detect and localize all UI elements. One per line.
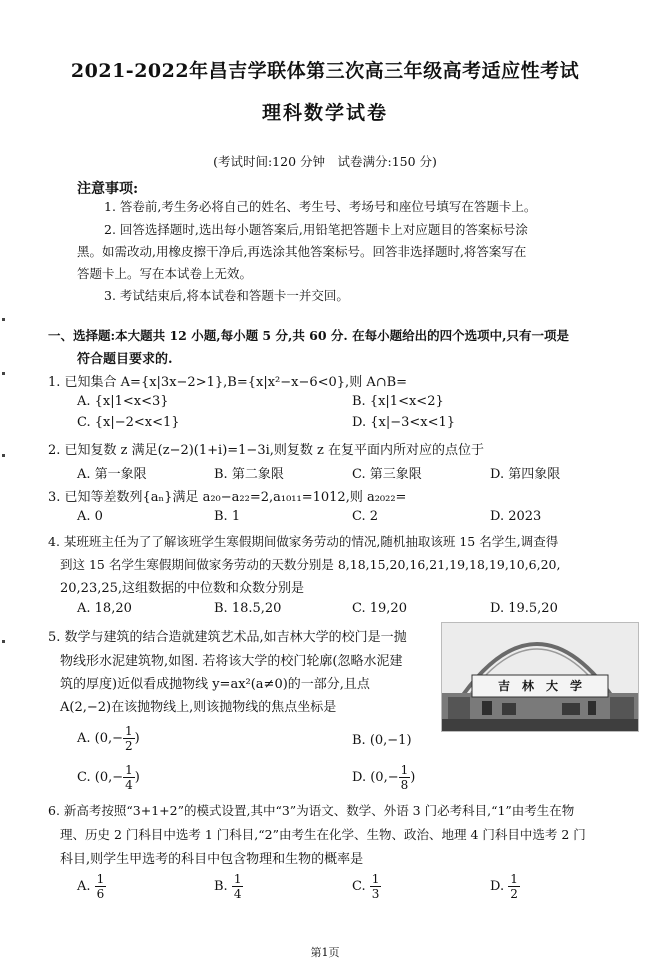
q6-stem-line2: 理、历史 2 门科目中选考 1 门科目,“2”由考生在化学、生物、政治、地理 4 门科目中选考 2 门	[60, 827, 586, 842]
q4-stem-line3: 20,23,25,这组数据的中位数和众数分别是	[60, 581, 305, 596]
q6-option-a	[77, 872, 106, 901]
scan-speck	[2, 640, 5, 643]
q1-option-b: B. {x|1<x<2}	[352, 394, 444, 409]
q5-option-c-suffix: )	[134, 770, 140, 785]
fraction-numerator: 1	[371, 872, 380, 886]
notice-line-3: 黑。如需改动,用橡皮擦干净后,再选涂其他答案标号。回答非选择题时,将答案写在	[77, 244, 527, 259]
q6-option-c-prefix: C.	[352, 879, 370, 894]
q6-option-a-prefix: A.	[77, 879, 95, 894]
fraction-numerator: 1	[125, 763, 133, 777]
q5-option-c	[77, 763, 140, 792]
fraction-numerator: 1	[96, 872, 105, 886]
fraction-numerator: 1	[400, 763, 409, 777]
q1-option-a: A. {x|1<x<3}	[77, 394, 169, 409]
section-heading-line1: 一、选择题:本大题共 12 小题,每小题 5 分,共 60 分. 在每小题给出的四个选项中,只有一项是	[48, 328, 569, 343]
q5-option-c-prefix: C. (0,−	[77, 770, 124, 785]
q2-option-d: D. 第四象限	[490, 467, 561, 482]
notice-line-1: 1. 答卷前,考生务必将自己的姓名、考生号、考场号和座位号填写在答题卡上。	[104, 199, 537, 214]
fraction-denominator: 2	[510, 887, 518, 901]
q2-option-c: C. 第三象限	[352, 467, 422, 482]
notice-line-4: 答题卡上。写在本试卷上无效。	[77, 266, 253, 281]
section-heading-line2: 符合题目要求的.	[77, 352, 173, 367]
exam-title: 2021-2022年昌吉学联体第三次高三年级高考适应性考试	[70, 60, 580, 82]
q6-option-d-prefix: D.	[490, 879, 509, 894]
photo-sign-text: 吉 林 大 学	[497, 679, 582, 693]
fraction-numerator: 1	[510, 872, 518, 886]
q5-option-a	[77, 724, 140, 753]
fraction-denominator: 8	[400, 778, 409, 792]
fraction-denominator: 3	[371, 887, 380, 901]
fraction-denominator: 4	[125, 778, 133, 792]
q6-option-d	[490, 872, 520, 901]
q1-option-d: D. {x|−3<x<1}	[352, 415, 456, 430]
fraction-numerator: 1	[233, 872, 242, 886]
q3-option-d: D. 2023	[490, 509, 542, 524]
q3-stem: 3. 已知等差数列{aₙ}满足 a₂₀−a₂₂=2,a₁₀₁₁=1012,则 a₂₀₂₂=	[48, 490, 407, 505]
q5-option-a-fraction	[123, 724, 135, 753]
fraction-denominator: 2	[125, 739, 133, 753]
q5-stem-line3: 筑的厚度)近似看成抛物线 y=ax²(a≠0)的一部分,且点	[60, 677, 370, 692]
q6-stem-line3: 科目,则学生甲选考的科目中包含物理和生物的概率是	[60, 852, 364, 867]
q1-option-c: C. {x|−2<x<1}	[77, 415, 180, 430]
q4-stem-line1: 4. 某班班主任为了了解该班学生寒假期间做家务劳动的情况,随机抽取该班 15 名学生,调查得	[48, 534, 559, 549]
q5-stem-line1: 5. 数学与建筑的结合造就建筑艺术品,如吉林大学的校门是一抛	[48, 630, 407, 645]
q2-option-b: B. 第二象限	[214, 467, 284, 482]
notice-line-5: 3. 考试结束后,将本试卷和答题卡一并交回。	[104, 288, 349, 303]
q4-option-d: D. 19.5,20	[490, 601, 558, 616]
q6-option-a-fraction	[95, 872, 107, 901]
q6-stem-line1: 6. 新高考按照“3+1+2”的模式设置,其中“3”为语文、数学、外语 3 门必考科目,“1”由考生在物	[48, 803, 575, 818]
q6-option-b	[214, 872, 243, 901]
q5-option-b: B. (0,−1)	[352, 733, 412, 748]
q5-option-a-prefix: A. (0,−	[77, 731, 124, 746]
q6-option-d-fraction	[508, 872, 520, 901]
q4-option-b: B. 18.5,20	[214, 601, 282, 616]
q5-option-d-fraction	[399, 763, 411, 792]
q4-option-a: A. 18,20	[77, 601, 132, 616]
page-number: 第1页	[310, 946, 340, 959]
exam-subtitle: 理科数学试卷	[261, 102, 388, 124]
q5-option-d-suffix: )	[410, 770, 416, 785]
q3-option-b: B. 1	[214, 509, 241, 524]
notice-title: 注意事项:	[77, 181, 139, 197]
q5-option-d	[352, 763, 415, 792]
q5-option-d-prefix: D. (0,−	[352, 770, 399, 785]
q6-option-c	[352, 872, 381, 901]
fraction-denominator: 6	[96, 887, 105, 901]
scan-speck	[2, 318, 5, 321]
q4-stem-line2: 到这 15 名学生寒假期间做家务劳动的天数分别是 8,18,15,20,16,21,19,18,19,10,6,20,	[60, 557, 561, 572]
q2-stem: 2. 已知复数 z 满足(z−2)(1+i)=1−3i,则复数 z 在复平面内所对应的点位于	[48, 443, 485, 458]
q6-option-c-fraction	[370, 872, 382, 901]
q5-stem-line4: A(2,−2)在该抛物线上,则该抛物线的焦点坐标是	[60, 700, 337, 715]
scan-speck	[2, 454, 5, 457]
notice-line-2: 2. 回答选择题时,选出每小题答案后,用铅笔把答题卡上对应题目的答案标号涂	[104, 222, 528, 237]
q6-option-b-fraction	[232, 872, 244, 901]
q3-option-a: A. 0	[77, 509, 103, 524]
scan-speck	[2, 372, 5, 375]
q1-stem: 1. 已知集合 A={x|3x−2>1},B={x|x²−x−6<0},则 A∩B=	[48, 375, 408, 390]
q5-option-c-fraction	[123, 763, 135, 792]
exam-info: (考试时间:120 分钟 试卷满分:150 分)	[213, 154, 437, 169]
q5-option-a-suffix: )	[134, 731, 140, 746]
q5-stem-line2: 物线形水泥建筑物,如图. 若将该大学的校门轮廓(忽略水泥建	[60, 654, 403, 669]
university-gate-photo	[441, 622, 639, 732]
q4-option-c: C. 19,20	[352, 601, 407, 616]
q6-option-b-prefix: B.	[214, 879, 232, 894]
q3-option-c: C. 2	[352, 509, 379, 524]
fraction-numerator: 1	[125, 724, 133, 738]
q2-option-a: A. 第一象限	[77, 467, 147, 482]
fraction-denominator: 4	[233, 887, 242, 901]
